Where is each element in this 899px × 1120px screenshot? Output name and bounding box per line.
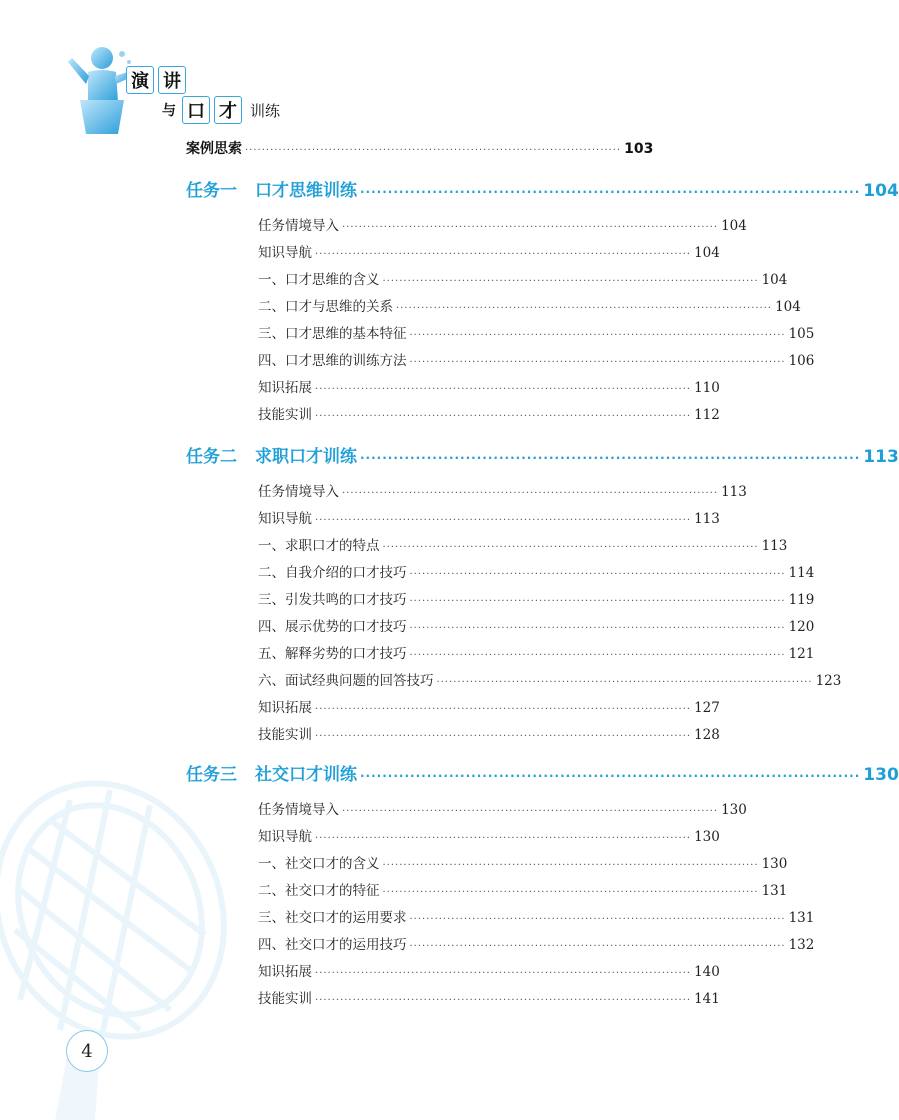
title-char: 口 <box>182 96 210 124</box>
task-label: 任务二 求职口才训练 <box>186 447 357 467</box>
toc-item[interactable]: 知识导航 ·························································································· 104 <box>258 245 720 261</box>
toc-item[interactable]: 知识导航 ·························································································· 113 <box>258 511 720 527</box>
task-page: 113 <box>863 447 899 467</box>
toc-item[interactable]: 任务情境导入 ·························································································· 104 <box>258 218 747 234</box>
title-connector: 与 <box>162 103 176 119</box>
book-header <box>66 44 326 144</box>
toc-item[interactable]: 一、求职口才的特点 ·························································································· 113 <box>258 538 788 554</box>
toc-task-1[interactable] <box>186 176 899 201</box>
toc-task-3[interactable] <box>186 760 899 785</box>
toc-item[interactable]: 三、社交口才的运用要求 ·························································································· 131 <box>258 910 815 926</box>
title-char: 演 <box>126 66 154 94</box>
microphone-watermark-icon <box>0 760 260 1120</box>
toc-item[interactable]: 知识拓展 ·························································································· 140 <box>258 964 720 980</box>
task-label: 任务三 社交口才训练 <box>186 765 357 785</box>
task-label: 任务一 口才思维训练 <box>186 181 357 201</box>
toc-item[interactable]: 知识拓展 ·························································································· 127 <box>258 700 720 716</box>
toc-item[interactable]: 任务情境导入 ·························································································· 113 <box>258 484 747 500</box>
dot-leader: ·························································································· <box>360 185 861 199</box>
page-number: 4 <box>66 1030 108 1072</box>
toc-item[interactable]: 二、社交口才的特征 ·························································································· 131 <box>258 883 788 899</box>
toc-item[interactable]: 技能实训 ·························································································· 112 <box>258 407 720 423</box>
toc-item[interactable]: 任务情境导入 ·························································································· 130 <box>258 802 747 818</box>
header-title <box>126 66 186 94</box>
task-page: 130 <box>863 765 899 785</box>
toc-item[interactable]: 四、社交口才的运用技巧 ·························································································· 132 <box>258 937 815 953</box>
toc-item[interactable]: 技能实训 ·························································································· 128 <box>258 727 720 743</box>
toc-item[interactable]: 知识导航 ·························································································· 130 <box>258 829 720 845</box>
toc-item[interactable]: 六、面试经典问题的回答技巧 ·························································································· 123 <box>258 673 842 689</box>
dot-leader: ·························································································· <box>360 769 861 783</box>
toc-item[interactable]: 三、引发共鸣的口才技巧 ·························································································· 119 <box>258 592 815 608</box>
header-subtitle <box>162 96 280 124</box>
toc-item[interactable]: 一、社交口才的含义 ·························································································· 130 <box>258 856 788 872</box>
toc-entry-page: 103 <box>624 141 654 157</box>
dot-leader: ·························································································· <box>360 451 861 465</box>
title-suffix: 训练 <box>250 101 281 120</box>
toc-item[interactable]: 五、解释劣势的口才技巧 ·························································································· 121 <box>258 646 815 662</box>
toc-item[interactable]: 三、口才思维的基本特征 ·························································································· 105 <box>258 326 815 342</box>
toc-entry-intro[interactable] <box>186 138 652 158</box>
toc-entry-label: 案例思索 <box>186 141 242 157</box>
toc-item[interactable]: 知识拓展 ·························································································· 110 <box>258 380 720 396</box>
toc-item[interactable]: 技能实训 ·························································································· 141 <box>258 991 720 1007</box>
toc-item[interactable]: 一、口才思维的含义 ·························································································· 104 <box>258 272 788 288</box>
dot-leader: ·························································································· <box>245 145 622 156</box>
toc-item[interactable]: 四、展示优势的口才技巧 ·························································································· 120 <box>258 619 815 635</box>
title-char: 才 <box>214 96 242 124</box>
title-char: 讲 <box>158 66 186 94</box>
toc-item[interactable]: 二、自我介绍的口才技巧 ·························································································· 114 <box>258 565 815 581</box>
toc-item[interactable]: 四、口才思维的训练方法 ·························································································· 106 <box>258 353 815 369</box>
task-page: 104 <box>863 181 899 201</box>
toc-task-2[interactable] <box>186 442 899 467</box>
toc-item[interactable]: 二、口才与思维的关系 ·························································································· 104 <box>258 299 801 315</box>
